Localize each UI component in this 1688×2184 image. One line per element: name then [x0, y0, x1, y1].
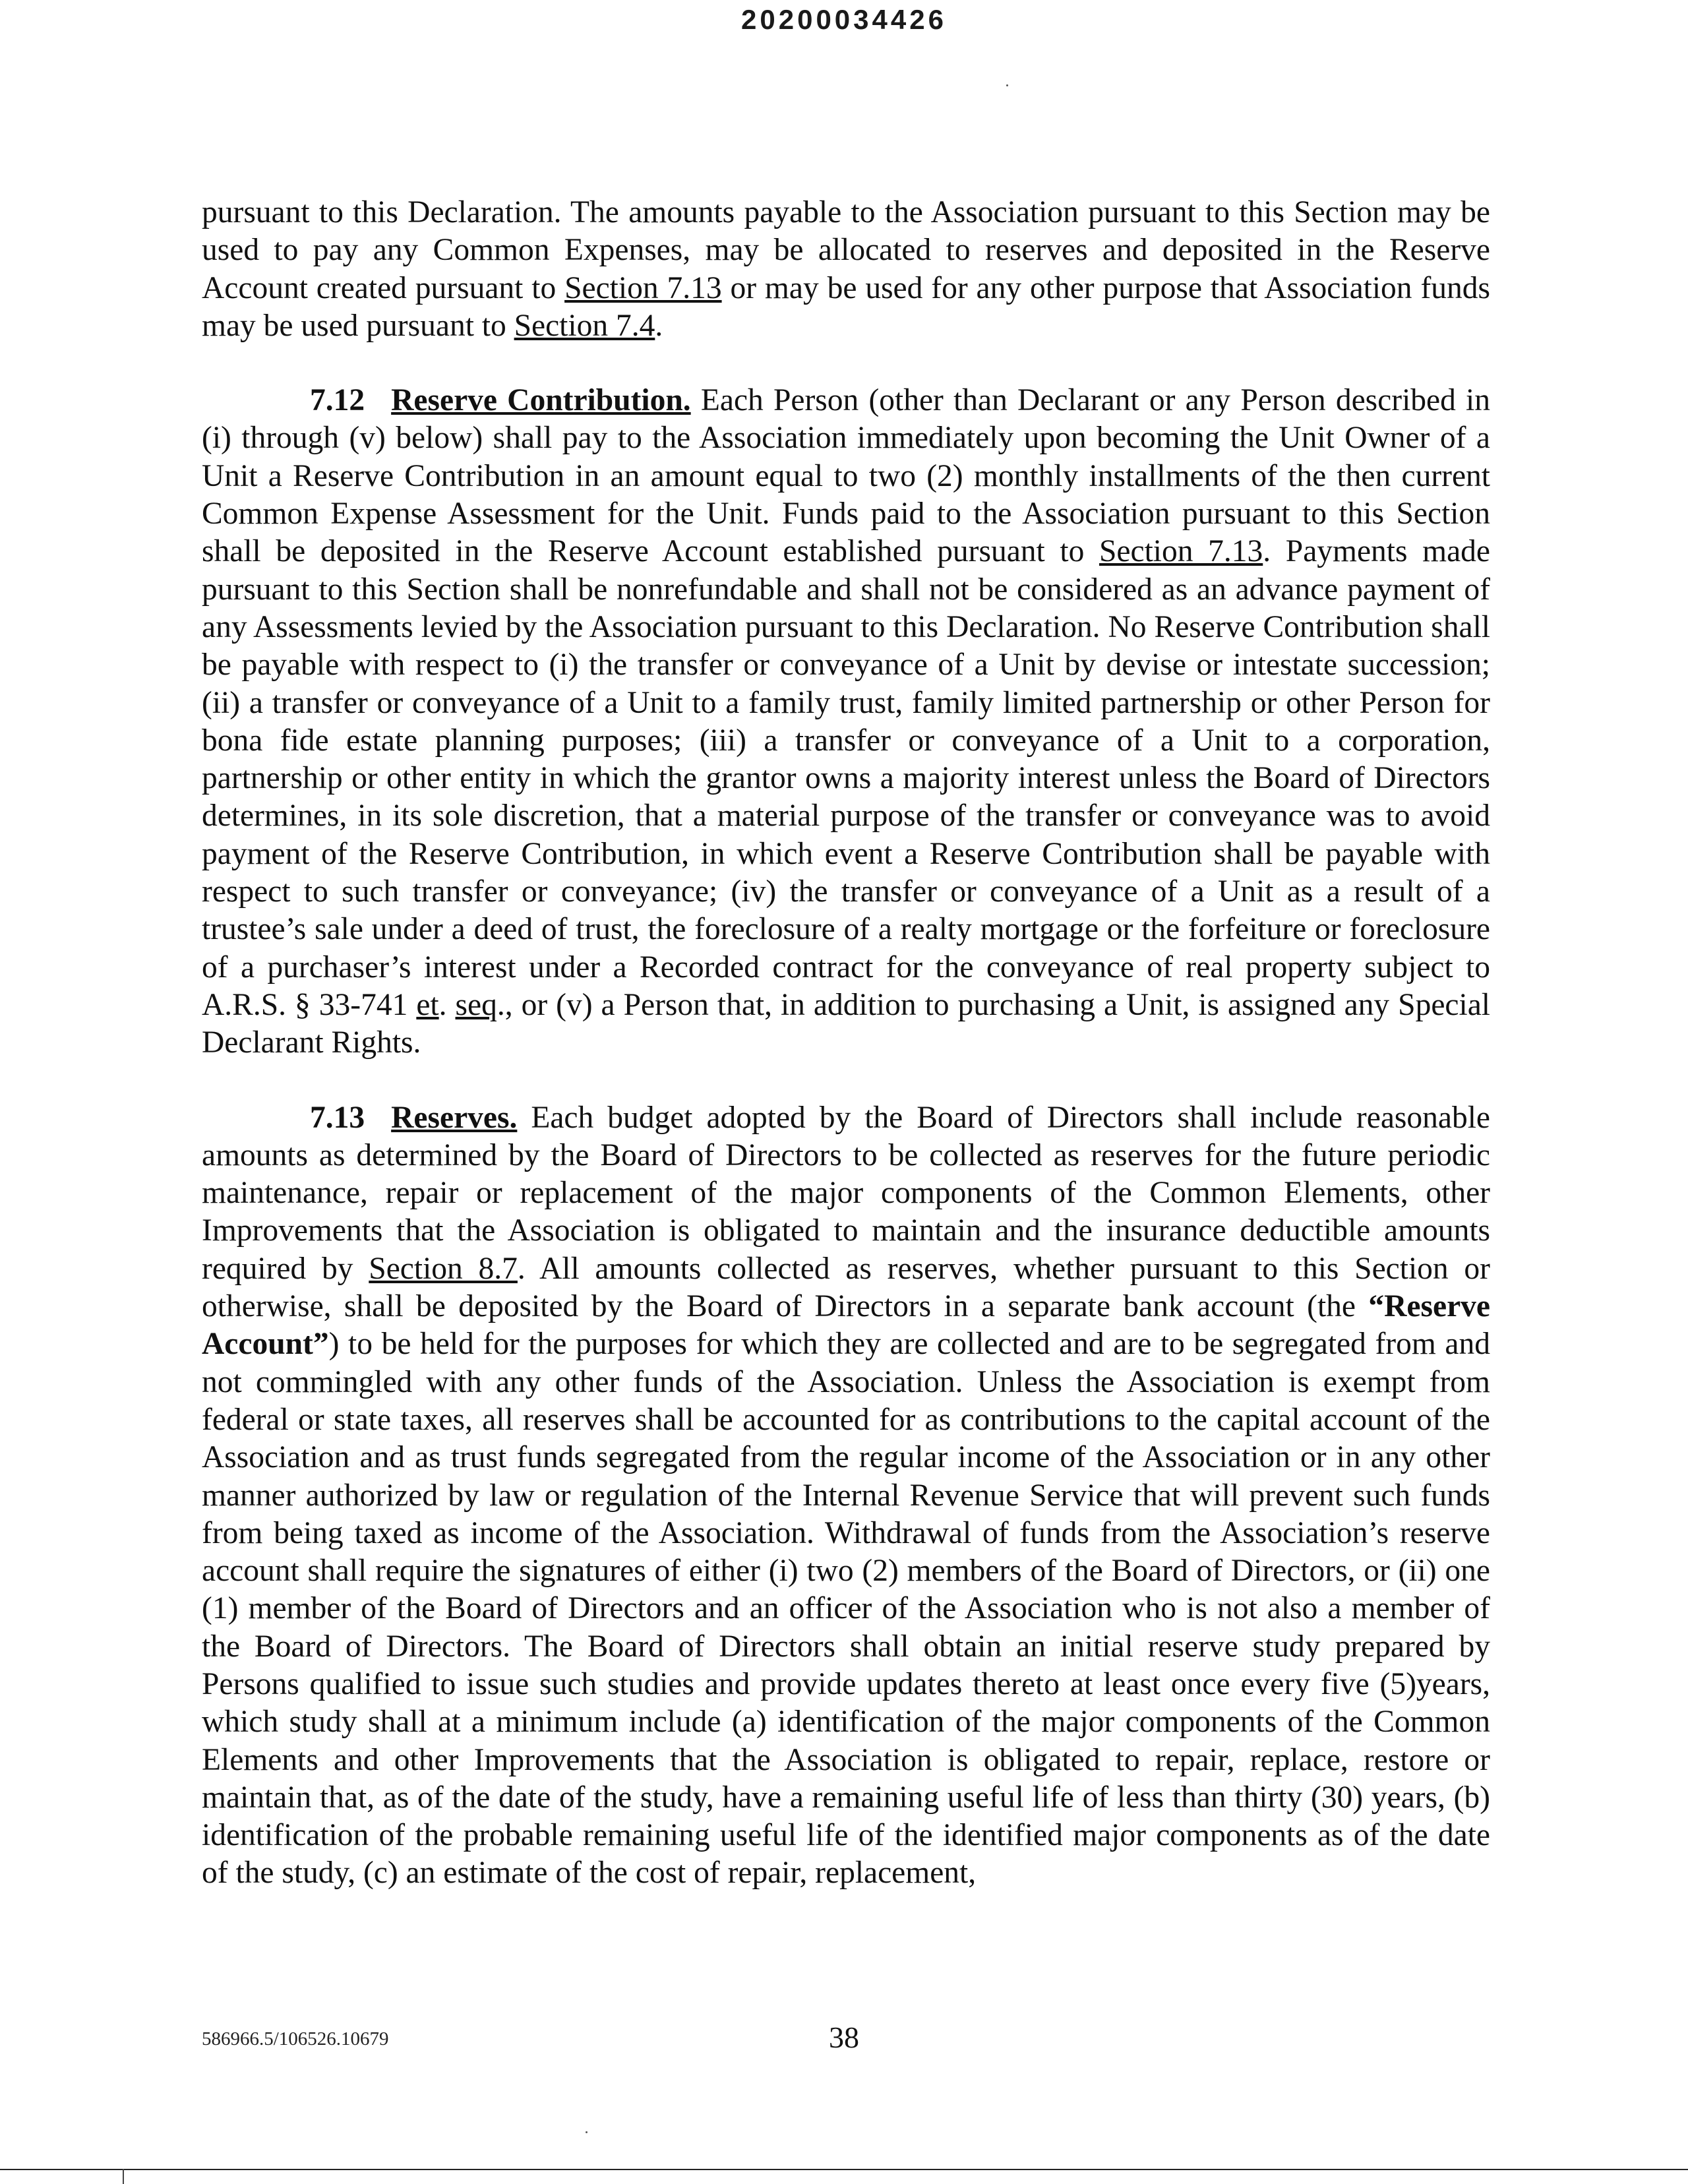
recording-number: 20200034426	[741, 4, 947, 35]
section-reference: Section 7.4	[514, 308, 655, 343]
section-title: Reserves.	[391, 1100, 518, 1135]
scan-edge-line	[0, 2169, 1688, 2170]
section-title: Reserve Contribution.	[391, 383, 691, 418]
scan-edge-tick	[123, 2169, 124, 2184]
paragraph-intro	[202, 194, 1490, 345]
section-reference: Section 8.7	[369, 1251, 518, 1286]
section-text: ) to be held for the purposes for which they are collected and are to be segregated from and not commingled with any other funds of the Association. Unless the Association is exempt from federal or state taxes, all reserves shall be accounted for as contributions to the capital account of the Association and as trust funds segregated from the regular income of the Association or in any other manner authorized by law or regulation of the Internal Revenue Service that will prevent such funds from being taxed as income of the Association. Withdrawal of funds from the Association’s reserve account shall require the signatures of either (i) two (2) members of the Board of Directors, or (ii) one (1) member of the Board of Directors and an officer of the Association who is not also a member of the Board of Directors. The Board of Directors shall obtain an initial reserve study prepared by Persons qualified to issue such studies and provide updates thereto at least once every five (5)years, which study shall at a minimum include (a) identification of the major components of the Common Elements and other Improvements that the Association is obligated to repair, replace, restore or maintain that, as of the date of the study, have a remaining useful life of less than thirty (30) years, (b) identification of the probable remaining useful life of the identified major components as of the date of the study, (c) an estimate of the cost of repair, replacement,	[202, 1327, 1490, 1891]
section-text: ., or (v) a Person that, in addition to purchasing a Unit, is assigned any Special Declarant Rights.	[202, 987, 1490, 1060]
section-number: 7.13	[310, 1100, 365, 1135]
section-number: 7.12	[310, 383, 365, 418]
document-body	[202, 194, 1490, 1893]
section-text: Each budget adopted by the Board of Directors shall include reasonable amounts as determined by the Board of Directors to be collected as reserves for the future periodic maintenance, repair or replacement of the major components of the Common Elements, other Improvements that the Association is obligated to maintain and the insurance deductible amounts required by	[202, 1100, 1490, 1286]
intro-text: .	[655, 308, 663, 343]
citation-seq: seq	[455, 987, 497, 1022]
intro-text: pursuant to this Declaration. The amounts payable to the Association pursuant to this Section may be used to pay any Common Expenses, may be allocated to reserves and deposited in the Reserve Account created pursuant to	[202, 195, 1490, 305]
scan-speck	[586, 2131, 588, 2133]
citation-et: et	[416, 987, 439, 1022]
section-text: . Payments made pursuant to this Section shall be nonrefundable and shall not be considered as an advance payment of any Assessments levied by the Association pursuant to this Declaration. No Reserve Contribution shall be payable with respect to (i) the transfer or conveyance of a Unit by devise or intestate succession; (ii) a transfer or conveyance of a Unit to a family trust, family limited partnership or other Person for bona fide estate planning purposes; (iii) a transfer or conveyance of a Unit to a corporation, partnership or other entity in which the grantor owns a majority interest unless the Board of Directors determines, in its sole discretion, that a material purpose of the transfer or conveyance was to avoid payment of the Reserve Contribution, in which event a Reserve Contribution shall be payable with respect to such transfer or conveyance; (iv) the transfer or conveyance of a Unit as a result of a trustee’s sale under a deed of trust, the foreclosure of a realty mortgage or the forfeiture or foreclosure of a purchaser’s interest under a Recorded contract for the conveyance of real property subject to A.R.S. § 33-741	[202, 534, 1491, 1022]
scan-speck	[1006, 84, 1008, 86]
section-text: Each Person (other than Declarant or any Person described in (i) through (v) below) shall pay to the Association immediately upon becoming the Unit Owner of a Unit a Reserve Contribution in an amount equal to two (2) monthly installments of the then current Common Expense Assessment for the Unit. Funds paid to the Association pursuant to this Section shall be deposited in the Reserve Account established pursuant to	[202, 383, 1490, 569]
section-7-13	[202, 1099, 1490, 1893]
section-text: . All amounts collected as reserves, whether pursuant to this Section or otherwise, shall be deposited by the Board of Directors in a separate bank account (the	[202, 1251, 1490, 1324]
section-reference: Section 7.13	[1099, 534, 1263, 569]
page-number: 38	[829, 2020, 859, 2054]
section-reference: Section 7.13	[564, 270, 722, 305]
defined-term: “Reserve Account”	[202, 1289, 1490, 1362]
footer-document-id: 586966.5/106526.10679	[202, 2028, 389, 2049]
section-7-12	[202, 382, 1490, 1062]
intro-text: or may be used for any other purpose that Association funds may be used pursuant to	[202, 270, 1490, 343]
section-text: .	[438, 987, 456, 1022]
